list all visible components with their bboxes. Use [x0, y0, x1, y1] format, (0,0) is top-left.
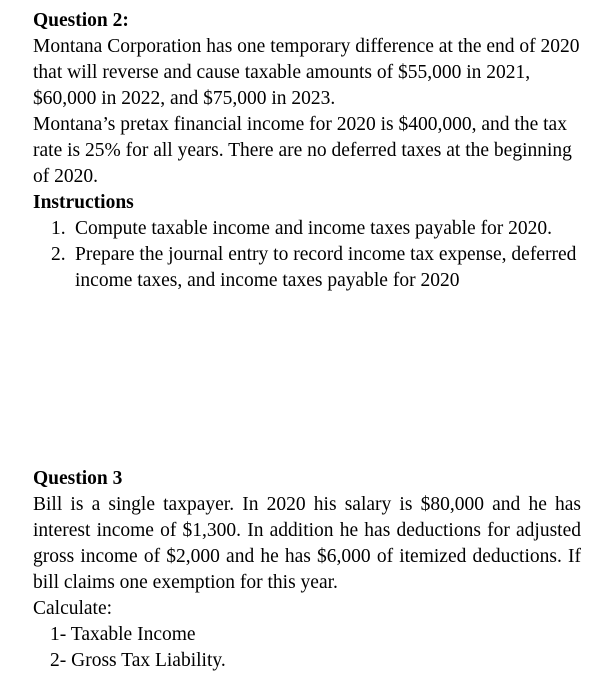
- instruction-text: Compute taxable income and income taxes payable for 2020.: [75, 218, 553, 239]
- instructions-heading: Instructions: [33, 192, 134, 213]
- question-2-body-part2: Montana’s pretax financial income for 2020 is $400,000, and the tax rate is 25% for all years. There are no deferred taxes at the beginning of 2020.: [33, 114, 572, 187]
- question-3-body: Bill is a single taxpayer. In 2020 his salary is $80,000 and he has interest income of $1,300. In addition he has deductions for adjusted gross income of $2,000 and he has $6,000 of itemized deductions. If bill claims one exemption for this year.: [33, 494, 581, 593]
- instruction-text: Prepare the journal entry to record income tax expense, deferred income taxes, and income taxes payable for 2020: [75, 244, 577, 291]
- question-2-body: [33, 34, 581, 190]
- instruction-item: [33, 242, 581, 294]
- calculate-item: 1- Taxable Income: [50, 624, 196, 645]
- calculate-label: Calculate:: [33, 598, 113, 619]
- question-2-heading: Question 2:: [33, 10, 129, 31]
- calculate-list: [33, 622, 581, 674]
- question-3-section: [33, 466, 581, 674]
- instruction-number: 1.: [51, 218, 66, 239]
- question-2-body-part1: Montana Corporation has one temporary difference at the end of 2020 that will reverse and cause taxable amounts of $55,000 in 2021, $60,000 in 2022, and $75,000 in 2023.: [33, 36, 580, 109]
- instructions-list: [33, 216, 581, 294]
- instruction-number: 2.: [51, 244, 66, 265]
- calculate-item: 2- Gross Tax Liability.: [50, 650, 226, 671]
- question-3-heading: Question 3: [33, 468, 123, 489]
- instruction-item: [33, 216, 581, 242]
- question-2-section: [33, 8, 581, 294]
